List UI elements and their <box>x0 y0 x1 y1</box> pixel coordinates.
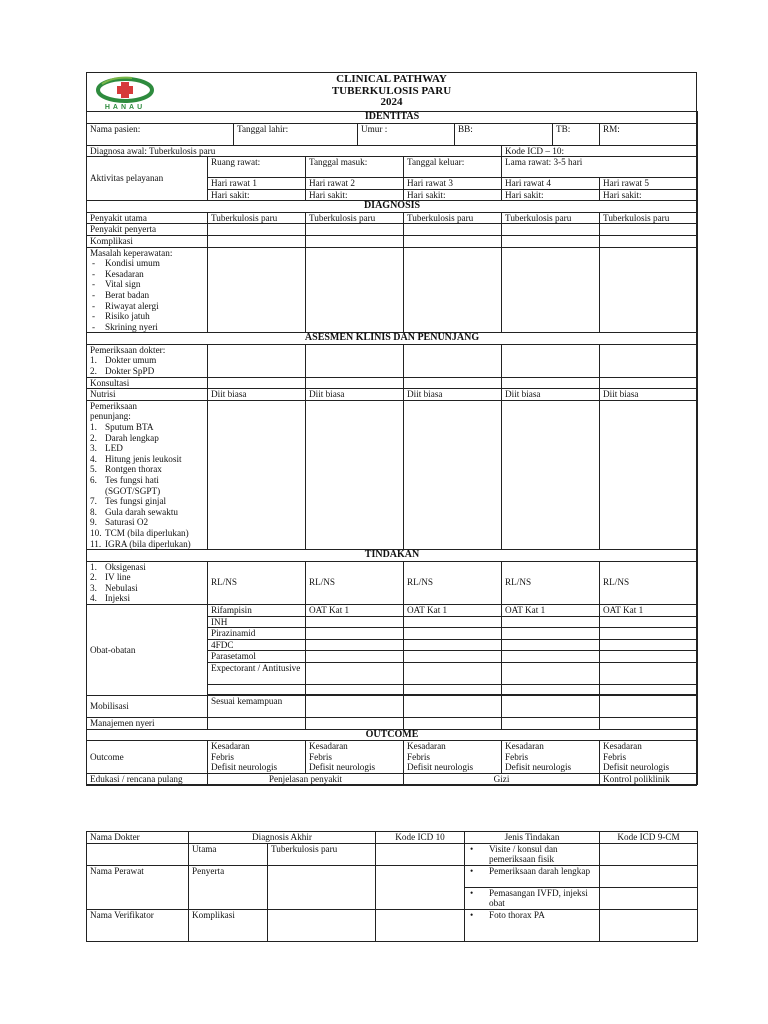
hari-sakit-field[interactable]: Hari sakit: <box>502 189 600 201</box>
hari-sakit-field[interactable]: Hari sakit: <box>404 189 502 201</box>
diagnosa-awal: Diagnosa awal: Tuberkulosis paru <box>87 145 502 157</box>
outcome-cell: Kesadaran Febris Defisit neurologis <box>306 741 404 774</box>
list-item: 10. TCM (bila diperlukan) <box>90 527 189 538</box>
list-item: 4. Hitung jenis leukosit <box>90 453 182 464</box>
tb-field[interactable]: TB: <box>553 123 600 145</box>
form-cell[interactable] <box>268 865 376 909</box>
form-cell[interactable] <box>306 639 404 651</box>
form-cell[interactable] <box>502 247 600 333</box>
form-cell[interactable] <box>376 843 465 865</box>
form-cell[interactable] <box>600 843 698 865</box>
oat-kat-1: OAT Kat 1 <box>600 604 698 616</box>
form-cell[interactable] <box>502 235 600 247</box>
list-item: 11. IGRA (bila diperlukan) <box>90 538 191 549</box>
rlns: RL/NS <box>208 561 306 604</box>
umur-field[interactable]: Umur : <box>358 123 455 145</box>
form-cell[interactable] <box>600 651 698 663</box>
diit-biasa: Diit biasa <box>502 389 600 401</box>
expectorant: Expectorant / Antitusive <box>208 662 306 684</box>
tindakan-item: • Pemasangan IVFD, injeksi obat <box>465 887 600 909</box>
masalah-keperawatan <box>87 247 208 333</box>
form-cell[interactable] <box>502 717 600 729</box>
form-cell[interactable] <box>306 400 404 549</box>
hari-rawat-5: Hari rawat 5 <box>600 178 698 190</box>
form-cell[interactable] <box>306 235 404 247</box>
masalah-keperawatan-label: Masalah keperawatan: <box>90 247 173 258</box>
oat-kat-1: OAT Kat 1 <box>404 604 502 616</box>
form-cell[interactable] <box>502 377 600 389</box>
komplikasi-label: Komplikasi <box>87 235 208 247</box>
outcome-label: Outcome <box>87 741 208 774</box>
tanggal-keluar-field[interactable]: Tanggal keluar: <box>404 157 502 178</box>
form-cell[interactable] <box>306 224 404 236</box>
clinical-pathway-form <box>86 72 697 786</box>
inh: INH <box>208 616 306 628</box>
aktivitas-pelayanan-label: Aktivitas pelayanan <box>87 157 208 201</box>
form-cell[interactable] <box>208 400 306 549</box>
form-cell[interactable] <box>502 651 600 663</box>
hari-sakit-field[interactable]: Hari sakit: <box>600 189 698 201</box>
form-cell[interactable] <box>306 616 404 628</box>
form-cell[interactable] <box>306 684 404 694</box>
section-outcome: OUTCOME <box>87 729 698 741</box>
penyerta-label: Penyerta <box>189 865 268 909</box>
form-cell[interactable] <box>208 235 306 247</box>
penyakit-utama-value: Tuberkulosis paru <box>208 212 306 224</box>
form-cell[interactable] <box>306 628 404 640</box>
rlns: RL/NS <box>502 561 600 604</box>
form-header <box>87 73 696 112</box>
list-item: 5. Rontgen thorax <box>90 464 162 475</box>
tindakan-item: • Visite / konsul dan pemeriksaan fisik <box>465 843 600 865</box>
form-cell[interactable] <box>600 684 698 694</box>
nutrisi-label: Nutrisi <box>87 389 208 401</box>
form-cell[interactable] <box>306 717 404 729</box>
diagnosis-akhir-header: Diagnosis Akhir <box>189 832 376 844</box>
hari-sakit-field[interactable]: Hari sakit: <box>306 189 404 201</box>
logo-text: HANAU <box>104 104 146 110</box>
form-cell[interactable] <box>502 616 600 628</box>
title-line-3: 2024 <box>380 96 403 108</box>
list-item: 2. IV line <box>90 572 131 583</box>
fdc: 4FDC <box>208 639 306 651</box>
form-cell[interactable] <box>404 695 502 717</box>
form-cell[interactable] <box>600 344 698 377</box>
oat-kat-1: OAT Kat 1 <box>306 604 404 616</box>
hari-sakit-field[interactable]: Hari sakit: <box>208 189 306 201</box>
form-cell[interactable] <box>208 224 306 236</box>
form-cell[interactable] <box>404 224 502 236</box>
nama-dokter-field[interactable] <box>87 843 189 865</box>
diit-biasa: Diit biasa <box>306 389 404 401</box>
rlns: RL/NS <box>404 561 502 604</box>
list-item: 2. Darah lengkap <box>90 432 159 443</box>
list-item: - Riwayat alergi <box>90 301 204 312</box>
tanggal-lahir-field[interactable]: Tanggal lahir: <box>234 123 358 145</box>
form-cell[interactable] <box>502 224 600 236</box>
obat-obatan-label: Obat-obatan <box>87 604 208 695</box>
list-item: - Vital sign <box>90 279 204 290</box>
pirazinamid: Pirazinamid <box>208 628 306 640</box>
section-asesmen: ASESMEN KLINIS DAN PENUNJANG <box>87 333 698 345</box>
form-cell[interactable] <box>404 377 502 389</box>
form-cell[interactable] <box>600 616 698 628</box>
mobilisasi-label: Mobilisasi <box>87 695 208 717</box>
list-item: - Skrining nyeri <box>90 322 204 333</box>
form-cell[interactable] <box>306 377 404 389</box>
form-cell[interactable] <box>208 684 306 694</box>
kontrol-poliklinik: Kontrol poliklinik <box>600 773 698 785</box>
section-identitas: IDENTITAS <box>87 112 698 124</box>
form-cell[interactable] <box>404 235 502 247</box>
form-cell[interactable] <box>600 717 698 729</box>
pathway-main-table <box>86 145 698 786</box>
form-cell[interactable] <box>404 400 502 549</box>
list-item: 7. Tes fungsi ginjal <box>90 496 167 507</box>
form-cell[interactable] <box>600 377 698 389</box>
kode-icd9-header: Kode ICD 9-CM <box>600 832 698 844</box>
list-item: - Kondisi umum <box>90 258 204 269</box>
form-cell[interactable] <box>502 684 600 694</box>
nama-perawat-label: Nama Perawat <box>87 865 189 909</box>
form-cell[interactable] <box>208 377 306 389</box>
tindakan-item: • Pemeriksaan darah lengkap <box>465 865 600 887</box>
nama-pasien-field[interactable]: Nama pasien: <box>87 123 234 145</box>
form-cell[interactable] <box>502 344 600 377</box>
manajemen-nyeri-label: Manajemen nyeri <box>87 717 208 729</box>
title-line-1: CLINICAL PATHWAY <box>336 73 447 85</box>
form-cell[interactable] <box>404 344 502 377</box>
form-cell[interactable] <box>600 639 698 651</box>
outcome-cell: Kesadaran Febris Defisit neurologis <box>404 741 502 774</box>
form-cell[interactable] <box>376 909 465 941</box>
diit-biasa: Diit biasa <box>600 389 698 401</box>
form-cell[interactable] <box>404 628 502 640</box>
list-item: - Berat badan <box>90 290 204 301</box>
outcome-cell: Kesadaran Febris Defisit neurologis <box>600 741 698 774</box>
tb-paru: Tuberkulosis paru <box>268 843 376 865</box>
rifampisin: Rifampisin <box>208 604 306 616</box>
parasetamol: Parasetamol <box>208 651 306 663</box>
form-cell[interactable] <box>404 651 502 663</box>
section-diagnosis: DIAGNOSIS <box>87 201 698 213</box>
list-item: 9. Saturasi O2 <box>90 517 149 528</box>
tanggal-masuk-field[interactable]: Tanggal masuk: <box>306 157 404 178</box>
pathway-table <box>86 111 698 146</box>
nama-verifikator-label: Nama Verifikator <box>87 909 189 941</box>
pemeriksaan-dokter <box>87 344 208 377</box>
kode-icd10-field[interactable]: Kode ICD – 10: <box>502 145 698 157</box>
form-cell[interactable] <box>502 639 600 651</box>
form-cell[interactable] <box>502 695 600 717</box>
form-cell[interactable] <box>600 224 698 236</box>
penyakit-utama-value: Tuberkulosis paru <box>404 212 502 224</box>
nama-dokter-label: Nama Dokter <box>87 832 189 844</box>
form-cell[interactable] <box>600 909 698 941</box>
hari-rawat-3: Hari rawat 3 <box>404 178 502 190</box>
form-cell[interactable] <box>502 662 600 684</box>
list-item: - Risiko jatuh <box>90 311 204 322</box>
masalah-list <box>90 258 204 332</box>
form-cell[interactable] <box>600 865 698 887</box>
form-cell[interactable] <box>600 247 698 333</box>
list-item: 1. Oksigenasi <box>90 561 146 572</box>
tindakan-list-cell <box>87 561 208 604</box>
form-cell[interactable] <box>208 247 306 333</box>
outcome-cell: Kesadaran Febris Defisit neurologis <box>502 741 600 774</box>
hari-rawat-4: Hari rawat 4 <box>502 178 600 190</box>
form-cell[interactable] <box>502 400 600 549</box>
form-cell[interactable] <box>376 865 465 909</box>
oat-kat-1: OAT Kat 1 <box>502 604 600 616</box>
form-title <box>87 74 696 109</box>
form-cell[interactable] <box>306 651 404 663</box>
form-cell[interactable] <box>600 235 698 247</box>
form-cell[interactable] <box>600 887 698 909</box>
tindakan-list <box>90 562 204 604</box>
list-item: 3. Nebulasi <box>90 582 138 593</box>
form-cell[interactable] <box>404 639 502 651</box>
penunjang-list <box>90 422 204 549</box>
hari-rawat-1: Hari rawat 1 <box>208 178 306 190</box>
lama-rawat: Lama rawat: 3-5 hari <box>502 157 698 178</box>
jenis-tindakan-header: Jenis Tindakan <box>465 832 600 844</box>
form-cell[interactable] <box>268 909 376 941</box>
edukasi-label: Edukasi / rencana pulang <box>87 773 208 785</box>
form-cell[interactable] <box>306 247 404 333</box>
list-item: 2. Dokter SpPD <box>90 366 155 376</box>
form-cell[interactable] <box>404 662 502 684</box>
hari-rawat-2: Hari rawat 2 <box>306 178 404 190</box>
penyakit-utama-label: Penyakit utama <box>87 212 208 224</box>
pemeriksaan-penunjang <box>87 400 208 549</box>
form-cell[interactable] <box>208 717 306 729</box>
list-item: 1. Sputum BTA <box>90 421 154 432</box>
diit-biasa: Diit biasa <box>208 389 306 401</box>
list-item: 6. Tes fungsi hati (SGOT/SGPT) <box>90 474 161 496</box>
form-cell[interactable] <box>306 695 404 717</box>
form-cell[interactable] <box>306 344 404 377</box>
outcome-cell: Kesadaran Febris Defisit neurologis <box>208 741 306 774</box>
list-item: 3. LED <box>90 443 123 454</box>
sesuai-kemampuan: Sesuai kemampuan <box>208 695 306 717</box>
gizi: Gizi <box>404 773 600 785</box>
ruang-rawat-field[interactable]: Ruang rawat: <box>208 157 306 178</box>
konsultasi-label: Konsultasi <box>87 377 208 389</box>
form-cell[interactable] <box>404 247 502 333</box>
form-cell[interactable] <box>600 662 698 684</box>
tindakan-item: • Foto thorax PA <box>465 909 600 941</box>
kode-icd10-header: Kode ICD 10 <box>376 832 465 844</box>
list-item: - Kesadaran <box>90 269 204 280</box>
list-item: 4. Injeksi <box>90 593 131 604</box>
form-cell[interactable] <box>404 616 502 628</box>
penyakit-utama-value: Tuberkulosis paru <box>502 212 600 224</box>
section-tindakan: TINDAKAN <box>87 550 698 562</box>
bb-field[interactable]: BB: <box>455 123 553 145</box>
dokter-list <box>90 355 204 376</box>
form-cell[interactable] <box>600 400 698 549</box>
rm-field[interactable]: RM: <box>600 123 698 145</box>
penyakit-utama-value: Tuberkulosis paru <box>600 212 698 224</box>
penunjang-label-1: Pemeriksaan <box>90 400 137 411</box>
summary-table <box>86 831 698 942</box>
diit-biasa: Diit biasa <box>404 389 502 401</box>
rlns: RL/NS <box>600 561 698 604</box>
form-cell[interactable] <box>600 628 698 640</box>
penyakit-utama-value: Tuberkulosis paru <box>306 212 404 224</box>
rlns: RL/NS <box>306 561 404 604</box>
komplikasi-label: Komplikasi <box>189 909 268 941</box>
penunjang-label-2: penunjang: <box>90 411 131 422</box>
utama-label: Utama <box>189 843 268 865</box>
form-cell[interactable] <box>600 695 698 717</box>
title-line-2: TUBERKULOSIS PARU <box>331 84 452 97</box>
list-item: 8. Gula darah sewaktu <box>90 506 178 517</box>
form-cell[interactable] <box>306 662 404 684</box>
penjelasan-penyakit: Penjelasan penyakit <box>208 773 404 785</box>
form-cell[interactable] <box>404 684 502 694</box>
penyakit-penyerta-label: Penyakit penyerta <box>87 224 208 236</box>
form-cell[interactable] <box>208 344 306 377</box>
list-item: 1. Dokter umum <box>90 355 157 366</box>
form-cell[interactable] <box>404 717 502 729</box>
form-cell[interactable] <box>502 628 600 640</box>
pemeriksaan-dokter-label: Pemeriksaan dokter: <box>90 344 166 355</box>
